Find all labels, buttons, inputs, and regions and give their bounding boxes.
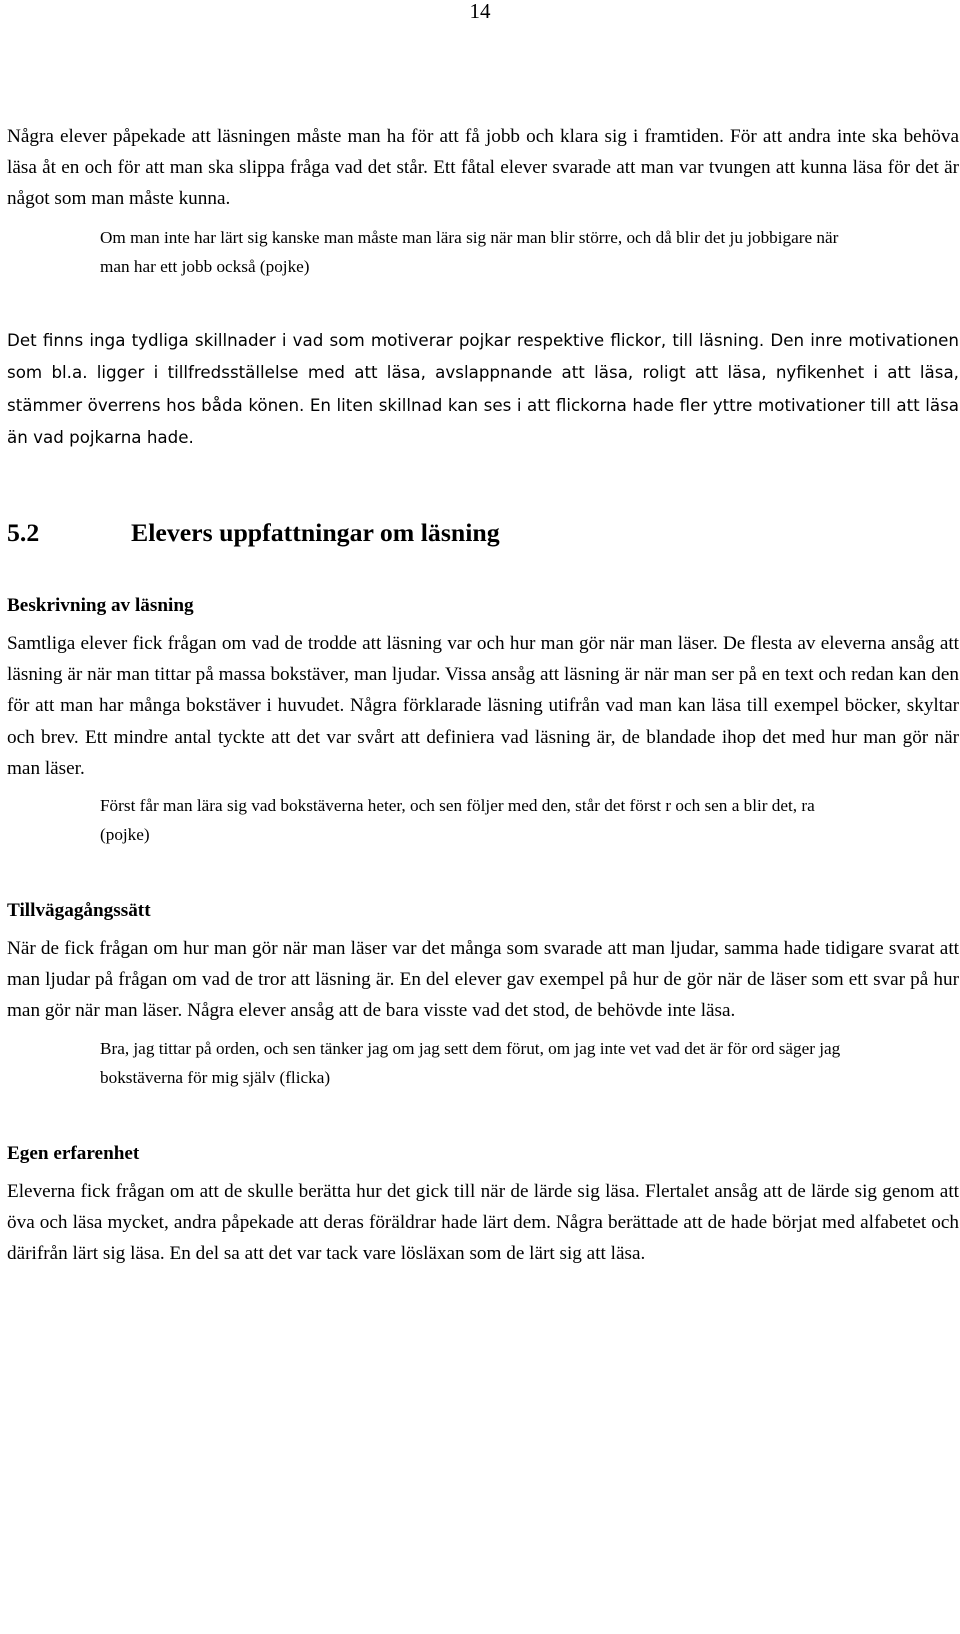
section-number: 5.2: [7, 517, 40, 547]
page-content: [7, 121, 959, 1269]
paragraph-approach: När de fick frågan om hur man gör när man läser var det många som svarade att man ljudar, samma hade tidigare svarat att man ljudar på frågan om vad de tror att läsning är. En del elever gav exempel på hur de gör när de läser som ett svar på hur man gör när man läser. Några elever ansåg att de bara visste vad det stod, de behövde inte läsa.: [7, 938, 959, 1022]
subheading-beskrivning: Beskrivning av läsning: [7, 594, 194, 616]
paragraph-reasons-reading: Några elever påpekade att läsningen måste man ha för att få jobb och klara sig i framtiden. För att andra inte ska behöva läsa åt en och för att man ska slippa fråga vad det står. Ett fåtal elever svarade att man var tvungen att kunna läsa för det är något som man måste kunna.: [7, 126, 959, 210]
quote-boy-letters: Först får man lära sig vad bokstäverna heter, och sen följer med den, står det först r och sen a blir det, ra (pojke): [100, 796, 815, 844]
paragraph-description-reading: Samtliga elever fick frågan om vad de trodde att läsning var och hur man gör när man läser. De flesta av eleverna ansåg att läsning är när man tittar på massa bokstäver, man ljudar. Vissa ansåg att läsning är när man ser på en text och redan kan den för att man har många bokstäver i huvudet. Några förklarade läsning utifrån vad man kan läsa till exempel böcker, skyltar och brev. Ett mindre antal tyckte att det var svårt att definiera vad läsning är, de blandade ihop det med hur man gör när man läser.: [7, 632, 959, 779]
subheading-tillvagagangssatt: Tillvägagångssätt: [7, 900, 151, 921]
quote-boy-learn-later: Om man inte har lärt sig kanske man måste man lära sig när man blir större, och då blir det ju jobbigare när man har ett jobb också (pojke): [100, 227, 839, 276]
section-title: Elevers uppfattningar om läsning: [131, 517, 500, 547]
paragraph-motivation-differences: Det finns inga tydliga skillnader i vad som motiverar pojkar respektive flickor, till läsning. Den inre motivationen som bl.a. ligger i tillfredsställelse med att läsa, avslappnande att läsa, roligt att läsa, nyfikenhet i att läsa, stämmer överrens hos båda könen. En liten skillnad kan ses i att flickorna hade fler yttre motivationer till att läsa än vad pojkarna hade.: [7, 329, 959, 448]
section-heading: [7, 517, 959, 549]
page-number: 14: [469, 0, 491, 23]
quote-girl-words: Bra, jag tittar på orden, och sen tänker jag om jag sett dem förut, om jag inte vet vad det är för ord säger jag bokstäverna för mig själv (flicka): [100, 1038, 841, 1087]
paragraph-own-experience: Eleverna fick frågan om att de skulle berätta hur det gick till när de lärde sig läsa. Flertalet ansåg att de lärde sig genom att öva och läsa mycket, andra påpekade att deras föräldrar hade lärt dem. Några berättade att de hade börjat med alfabetet och därifrån lärt sig läsa. En del sa att det var tack vare lösläxan som de lärt sig att läsa.: [7, 1180, 959, 1265]
subheading-egen-erfarenhet: Egen erfarenhet: [7, 1142, 140, 1164]
